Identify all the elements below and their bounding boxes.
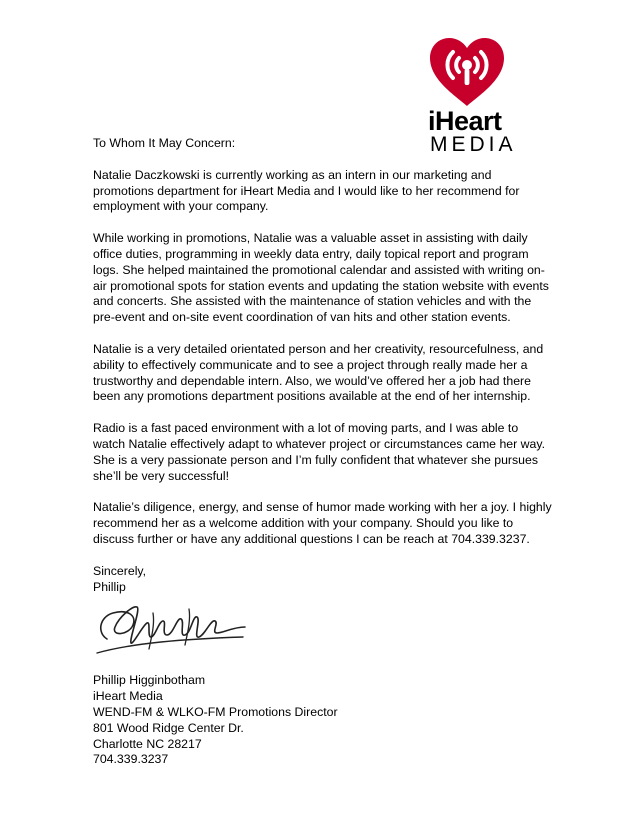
handwritten-signature xyxy=(93,599,253,659)
logo-wordmark-heart: Heart xyxy=(435,106,502,136)
sender-address-line1: 801 Wood Ridge Center Dr. xyxy=(93,720,244,735)
sender-title: WEND-FM & WLKO-FM Promotions Director xyxy=(93,704,338,719)
paragraph-1: Natalie Daczkowski is currently working as an intern in our marketing and promotions department for iHeart Media and I would like to her recommend for employment with your company. xyxy=(93,167,520,214)
paragraph-5: Natalie’s diligence, energy, and sense of humor made working with her a joy. I highly recommend her as a welcome addition with your company. Should you like to discuss further or have any additional questions I can be reach at 704.339.3237. xyxy=(93,500,552,546)
closing-block xyxy=(93,564,553,596)
paragraph-3: Natalie is a very detailed orientated person and her creativity, resourcefulness, and ability to effectively communicate and to see a project through really made her a trustworthy and dependable intern. Also, we would’ve offered her a job had there been any promotions department positions available at the end of her internship. xyxy=(93,341,544,404)
paragraph-4: Radio is a fast paced environment with a lot of moving parts, and I was able to watch Natalie effectively adapt to whatever project or circumstances came her way. She is a very passionate person and I’m fully confident that whatever she pursues she’ll be very successful! xyxy=(93,421,546,483)
closing-name: Phillip xyxy=(93,579,126,594)
logo-media-text: MEDIA xyxy=(430,133,517,156)
sender-company: iHeart Media xyxy=(93,689,163,704)
closing: Sincerely, xyxy=(93,563,147,578)
paragraph-2: While working in promotions, Natalie was a valuable asset in assisting with daily office duties, programming in weekly data entry, daily topical report and program logs. She helped maintained the promotional calendar and assisted with writing on-air promotional spots for station events and updating the station website with events and concerts. She assisted with the maintenance of station vehicles and with the pre-event and on-site event coordination of van hits and other station events. xyxy=(93,231,549,325)
letter-body xyxy=(93,133,553,768)
sender-address-line2: Charlotte NC 28217 xyxy=(93,736,202,751)
iheart-logo-icon xyxy=(426,36,508,108)
greeting: To Whom It May Concern: xyxy=(93,136,236,150)
logo-wordmark xyxy=(428,106,502,136)
sender-phone: 704.339.3237 xyxy=(93,752,169,767)
logo-wordmark-i: i xyxy=(428,106,436,136)
sender-name: Phillip Higginbotham xyxy=(93,673,206,688)
sender-block xyxy=(93,673,553,768)
